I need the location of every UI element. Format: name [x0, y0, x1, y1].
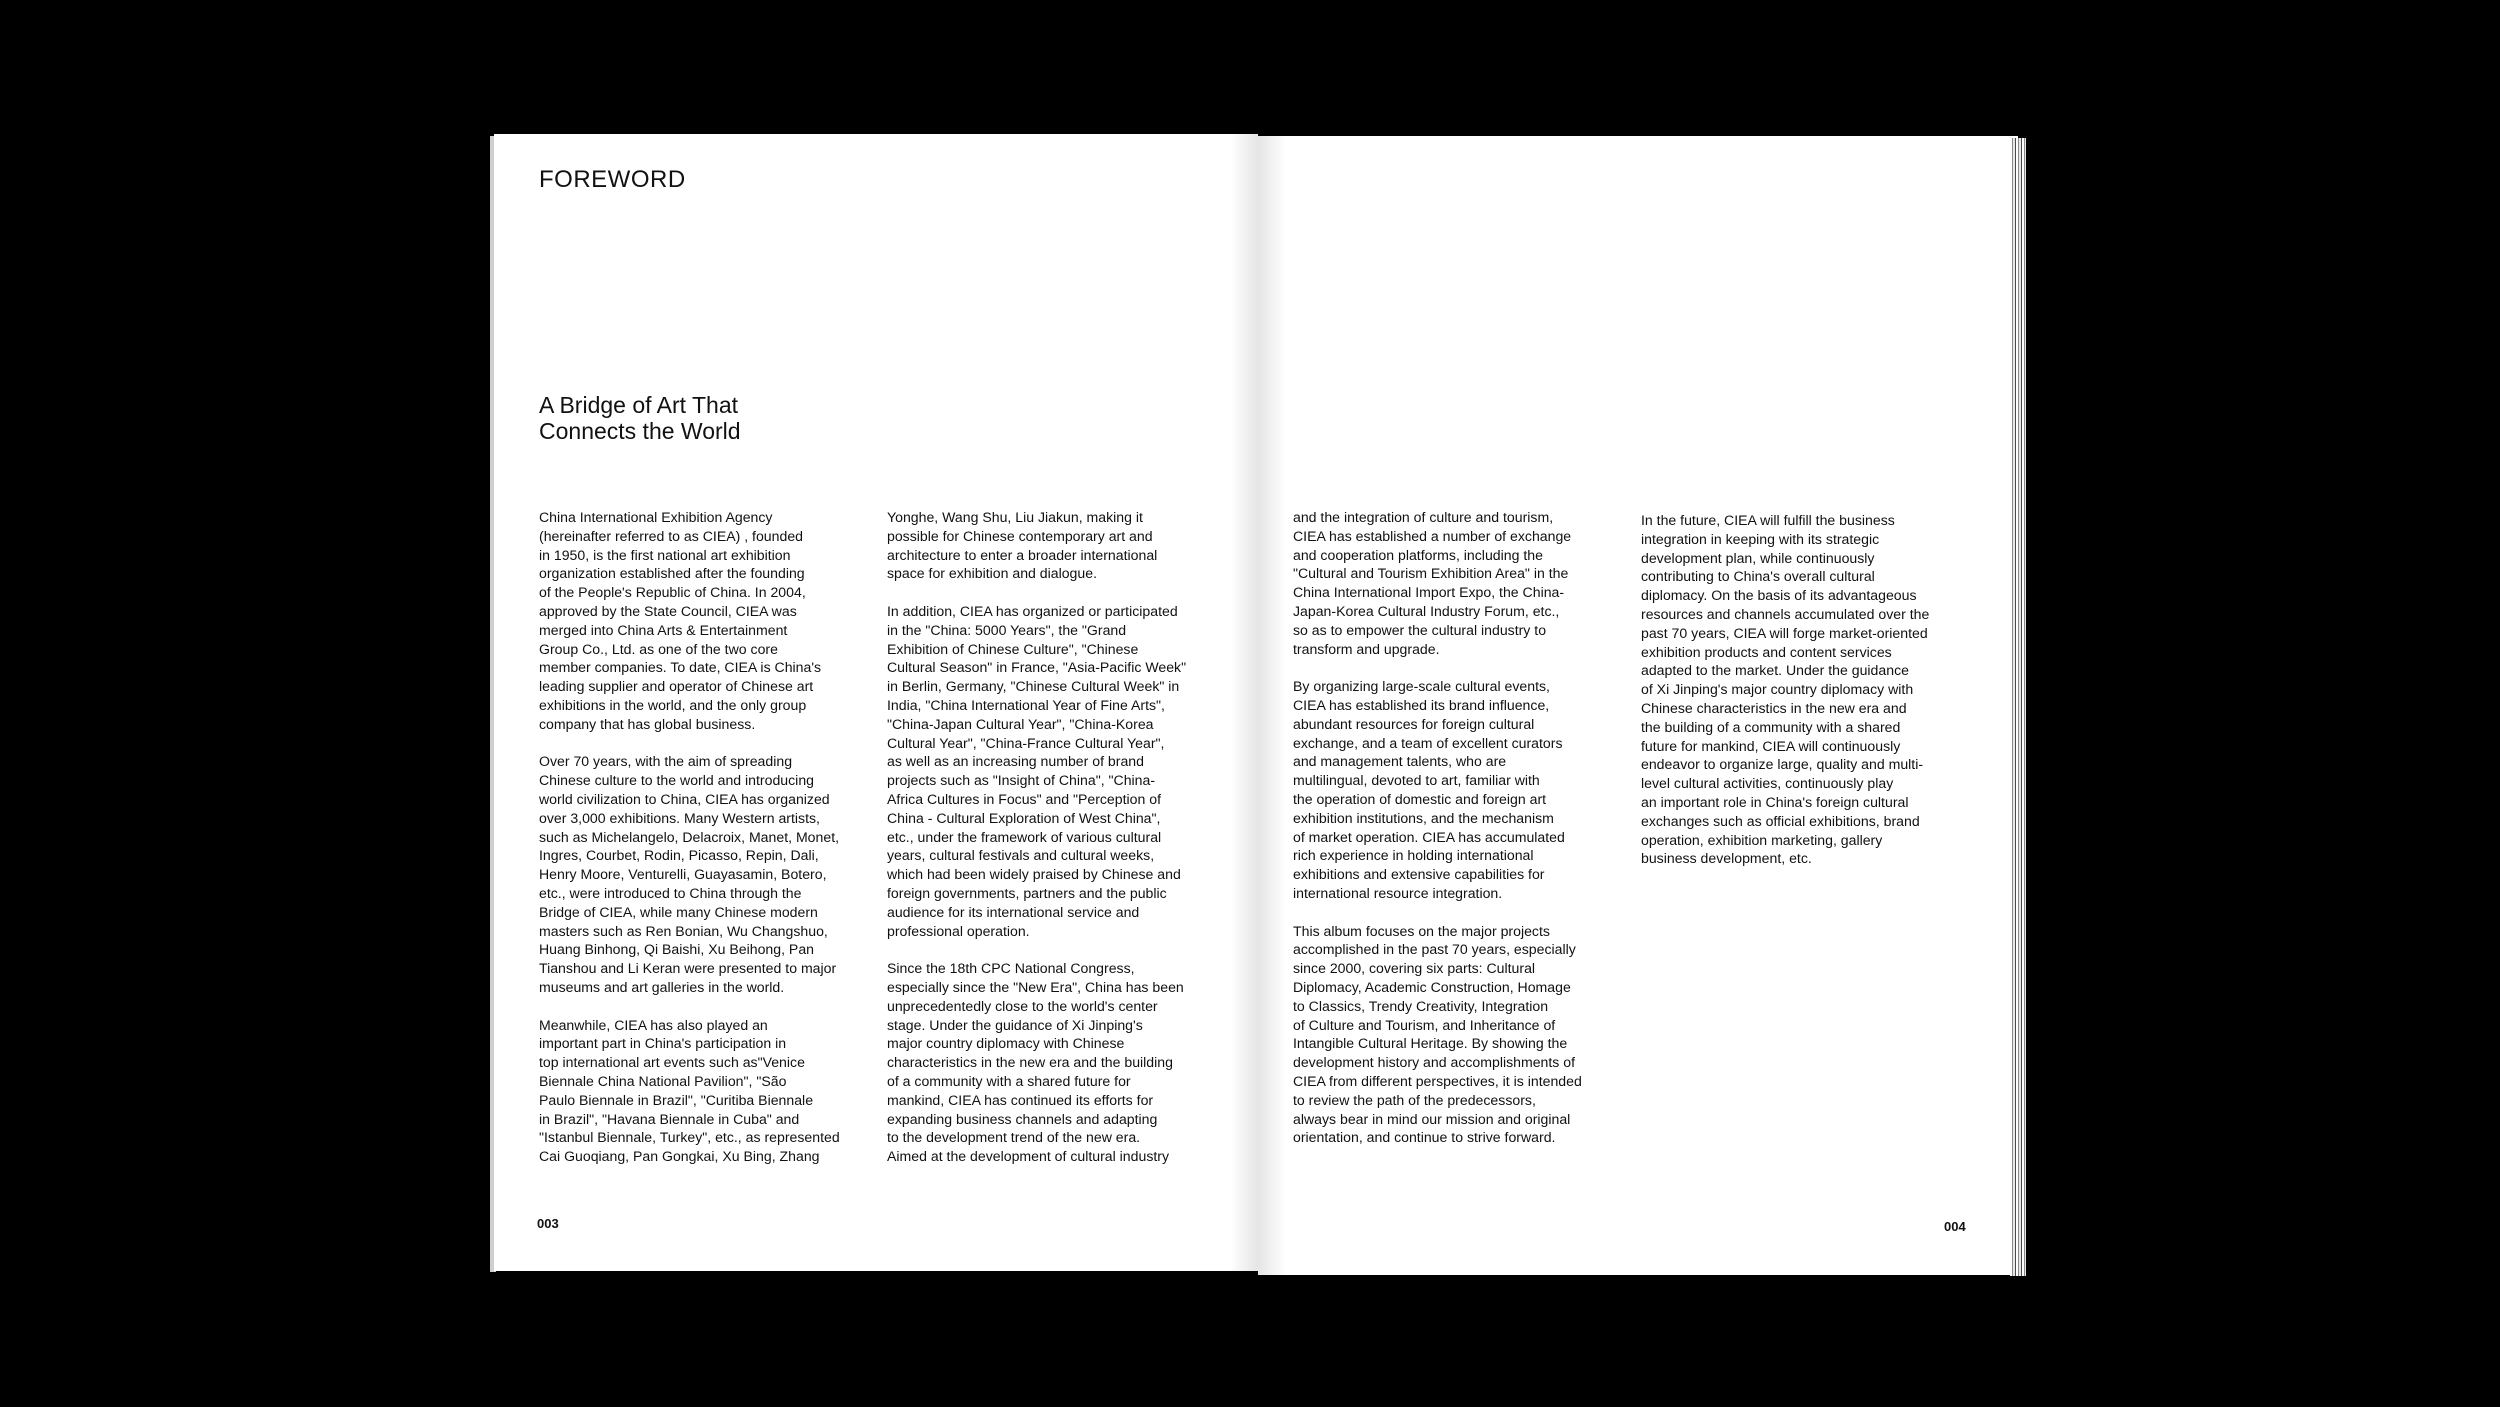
- text-line: past 70 years, CIEA will forge market-oriented: [1641, 624, 1928, 641]
- text-line: Chinese characteristics in the new era and: [1641, 699, 1907, 716]
- text-line: exchange, and a team of excellent curators: [1293, 734, 1563, 751]
- text-line: India, "China International Year of Fine Arts",: [887, 696, 1165, 713]
- text-line: stage. Under the guidance of Xi Jinping's: [887, 1016, 1143, 1033]
- text-line: which had been widely praised by Chinese and: [887, 866, 1181, 883]
- text-line: mankind, CIEA has continued its efforts for: [887, 1091, 1154, 1108]
- text-line: and management talents, who are: [1293, 753, 1507, 770]
- body-paragraph: [539, 1016, 875, 1166]
- text-line: Henry Moore, Venturelli, Guayasamin, Botero,: [539, 866, 827, 883]
- text-line: Cultural Season" in France, "Asia-Pacific Week": [887, 659, 1187, 676]
- text-line: exhibitions in the world, and the only group: [539, 696, 807, 713]
- body-column-2: [887, 508, 1223, 1185]
- text-line: member companies. To date, CIEA is China's: [539, 659, 822, 676]
- headline: [539, 392, 741, 444]
- right-page: [1258, 136, 2018, 1275]
- text-line: Aimed at the development of cultural industry: [887, 1148, 1170, 1165]
- text-line: in Brazil", "Havana Biennale in Cuba" and: [539, 1110, 800, 1127]
- text-line: Africa Cultures in Focus" and "Perception of: [887, 790, 1162, 807]
- text-line: Cai Guoqiang, Pan Gongkai, Xu Bing, Zhang: [539, 1148, 820, 1165]
- text-line: diplomacy. On the basis of its advantageous: [1641, 587, 1917, 604]
- text-line: and cooperation platforms, including the: [1293, 546, 1543, 563]
- text-line: CIEA has established a number of exchange: [1293, 527, 1572, 544]
- text-line: Cultural Year", "China-France Cultural Year",: [887, 734, 1165, 751]
- text-line: "China-Japan Cultural Year", "China-Korea: [887, 715, 1154, 732]
- text-line: transform and upgrade.: [1293, 640, 1440, 657]
- text-line: integration in keeping with its strategic: [1641, 530, 1880, 547]
- body-paragraph: [887, 602, 1223, 940]
- text-line: unprecedentedly close to the world's center: [887, 997, 1158, 1014]
- text-line: approved by the State Council, CIEA was: [539, 602, 797, 619]
- text-line: world civilization to China, CIEA has organized: [539, 790, 830, 807]
- text-line: In the future, CIEA will fulfill the business: [1641, 512, 1895, 528]
- headline-line: Connects the World: [539, 418, 741, 444]
- text-line: characteristics in the new era and the building: [887, 1054, 1173, 1071]
- text-line: rich experience in holding international: [1293, 847, 1534, 864]
- text-line: China International Exhibition Agency: [539, 509, 773, 525]
- text-line: etc., were introduced to China through the: [539, 884, 802, 901]
- text-line: of market operation. CIEA has accumulated: [1293, 828, 1565, 845]
- text-line: exhibition institutions, and the mechanism: [1293, 809, 1554, 826]
- text-line: foreign governments, partners and the public: [887, 884, 1167, 901]
- text-line: multilingual, devoted to art, familiar with: [1293, 772, 1540, 789]
- text-line: future for mankind, CIEA will continuously: [1641, 737, 1901, 754]
- text-line: to review the path of the predecessors,: [1293, 1091, 1536, 1108]
- page-number: 003: [537, 1216, 559, 1231]
- body-paragraph: [1641, 511, 1977, 868]
- text-line: CIEA from different perspectives, it is intended: [1293, 1072, 1582, 1089]
- text-line: architecture to enter a broader international: [887, 546, 1158, 563]
- text-line: In addition, CIEA has organized or participated: [887, 602, 1178, 619]
- text-line: top international art events such as"Venice: [539, 1054, 805, 1071]
- text-line: of a community with a shared future for: [887, 1072, 1131, 1089]
- text-line: to Classics, Trendy Creativity, Integration: [1293, 997, 1549, 1014]
- text-line: audience for its international service and: [887, 903, 1140, 920]
- text-line: museums and art galleries in the world.: [539, 978, 785, 995]
- text-line: exhibition products and content services: [1641, 643, 1892, 660]
- text-line: merged into China Arts & Entertainment: [539, 621, 788, 638]
- text-line: always bear in mind our mission and original: [1293, 1110, 1571, 1127]
- text-line: level cultural activities, continuously play: [1641, 775, 1894, 792]
- text-line: since 2000, covering six parts: Cultural: [1293, 960, 1536, 977]
- text-line: international resource integration.: [1293, 884, 1503, 901]
- text-line: major country diplomacy with Chinese: [887, 1035, 1125, 1052]
- text-line: Since the 18th CPC National Congress,: [887, 960, 1135, 977]
- text-line: Bridge of CIEA, while many Chinese modern: [539, 903, 818, 920]
- text-line: accomplished in the past 70 years, especially: [1293, 941, 1576, 958]
- text-line: contributing to China's overall cultural: [1641, 568, 1875, 585]
- text-line: Meanwhile, CIEA has also played an: [539, 1016, 768, 1033]
- body-paragraph: [1293, 677, 1629, 903]
- text-line: in the "China: 5000 Years", the "Grand: [887, 621, 1127, 638]
- page-number: 004: [1944, 1219, 1966, 1234]
- text-line: the operation of domestic and foreign art: [1293, 790, 1547, 807]
- text-line: etc., under the framework of various cultural: [887, 828, 1162, 845]
- text-line: especially since the "New Era", China has been: [887, 978, 1184, 995]
- text-line: resources and channels accumulated over the: [1641, 605, 1930, 622]
- text-line: of the People's Republic of China. In 2004,: [539, 584, 806, 601]
- text-line: By organizing large-scale cultural events,: [1293, 678, 1550, 695]
- text-line: of Culture and Tourism, and Inheritance of: [1293, 1016, 1556, 1033]
- text-line: exchanges such as official exhibitions, brand: [1641, 812, 1920, 829]
- body-paragraph: [1293, 508, 1629, 658]
- text-line: Exhibition of Chinese Culture", "Chinese: [887, 640, 1139, 657]
- text-line: company that has global business.: [539, 715, 756, 732]
- headline-line: A Bridge of Art That: [539, 392, 739, 418]
- text-line: Intangible Cultural Heritage. By showing the: [1293, 1035, 1568, 1052]
- text-line: such as Michelangelo, Delacroix, Manet, Monet,: [539, 828, 840, 845]
- body-column-4: [1641, 511, 1977, 887]
- text-line: projects such as "Insight of China", "China-: [887, 772, 1156, 789]
- text-line: professional operation.: [887, 922, 1030, 939]
- text-line: abundant resources for foreign cultural: [1293, 715, 1535, 732]
- text-line: endeavor to organize large, quality and multi-: [1641, 756, 1924, 773]
- text-line: Group Co., Ltd. as one of the two core: [539, 640, 778, 657]
- body-paragraph: [887, 508, 1223, 583]
- text-line: adapted to the market. Under the guidance: [1641, 662, 1909, 679]
- right-page-edges: [2010, 138, 2026, 1276]
- text-line: leading supplier and operator of Chinese art: [539, 678, 814, 695]
- text-line: exhibitions and extensive capabilities for: [1293, 866, 1545, 883]
- section-title: FOREWORD: [539, 166, 686, 193]
- text-line: possible for Chinese contemporary art and: [887, 527, 1153, 544]
- text-line: CIEA has established its brand influence,: [1293, 696, 1550, 713]
- text-line: Japan-Korea Cultural Industry Forum, etc.,: [1293, 602, 1560, 619]
- body-paragraph: [1293, 922, 1629, 1148]
- body-paragraph: [887, 959, 1223, 1166]
- text-line: in 1950, is the first national art exhibition: [539, 546, 791, 563]
- text-line: China International Import Expo, the China-: [1293, 584, 1565, 601]
- text-line: Paulo Biennale in Brazil", "Curitiba Biennale: [539, 1091, 814, 1108]
- text-line: operation, exhibition marketing, gallery: [1641, 831, 1883, 848]
- text-line: Chinese culture to the world and introducing: [539, 772, 814, 789]
- text-line: Yonghe, Wang Shu, Liu Jiakun, making it: [887, 509, 1143, 525]
- text-line: years, cultural festivals and cultural weeks,: [887, 847, 1155, 864]
- text-line: This album focuses on the major projects: [1293, 922, 1550, 939]
- text-line: space for exhibition and dialogue.: [887, 565, 1097, 582]
- text-line: Diplomacy, Academic Construction, Homage: [1293, 978, 1571, 995]
- text-line: Ingres, Courbet, Rodin, Picasso, Repin, Dali,: [539, 847, 819, 864]
- body-paragraph: [539, 508, 875, 734]
- text-line: China - Cultural Exploration of West China",: [887, 809, 1161, 826]
- text-line: over 3,000 exhibitions. Many Western artists,: [539, 809, 820, 826]
- text-line: of Xi Jinping's major country diplomacy with: [1641, 681, 1914, 698]
- text-line: to the development trend of the new era.: [887, 1129, 1141, 1146]
- text-line: business development, etc.: [1641, 850, 1812, 867]
- body-paragraph: [539, 752, 875, 996]
- text-line: an important role in China's foreign cultural: [1641, 793, 1909, 810]
- text-line: in Berlin, Germany, "Chinese Cultural Week" in: [887, 678, 1180, 695]
- text-line: expanding business channels and adapting: [887, 1110, 1158, 1127]
- body-column-1: [539, 508, 875, 1185]
- text-line: Over 70 years, with the aim of spreading: [539, 753, 793, 770]
- text-line: Biennale China National Pavilion", "São: [539, 1072, 787, 1089]
- gutter-shadow: [1258, 136, 1286, 1275]
- text-line: development plan, while continuously: [1641, 549, 1875, 566]
- text-line: so as to empower the cultural industry to: [1293, 621, 1547, 638]
- text-line: and the integration of culture and tourism,: [1293, 509, 1554, 525]
- text-line: Huang Binhong, Qi Baishi, Xu Beihong, Pan: [539, 941, 815, 958]
- text-line: masters such as Ren Bonian, Wu Changshuo,: [539, 922, 828, 939]
- text-line: organization established after the founding: [539, 565, 805, 582]
- body-column-3: [1293, 508, 1629, 1166]
- left-page: [494, 134, 1258, 1271]
- text-line: "Istanbul Biennale, Turkey", etc., as represented: [539, 1129, 840, 1146]
- text-line: the building of a community with a shared: [1641, 718, 1901, 735]
- text-line: "Cultural and Tourism Exhibition Area" in the: [1293, 565, 1569, 582]
- text-line: important part in China's participation in: [539, 1035, 787, 1052]
- text-line: (hereinafter referred to as CIEA) , founded: [539, 527, 804, 544]
- text-line: as well as an increasing number of brand: [887, 753, 1144, 770]
- text-line: orientation, and continue to strive forward.: [1293, 1129, 1556, 1146]
- text-line: development history and accomplishments of: [1293, 1054, 1576, 1071]
- text-line: Tianshou and Li Keran were presented to major: [539, 960, 837, 977]
- gutter-shadow: [1230, 134, 1258, 1271]
